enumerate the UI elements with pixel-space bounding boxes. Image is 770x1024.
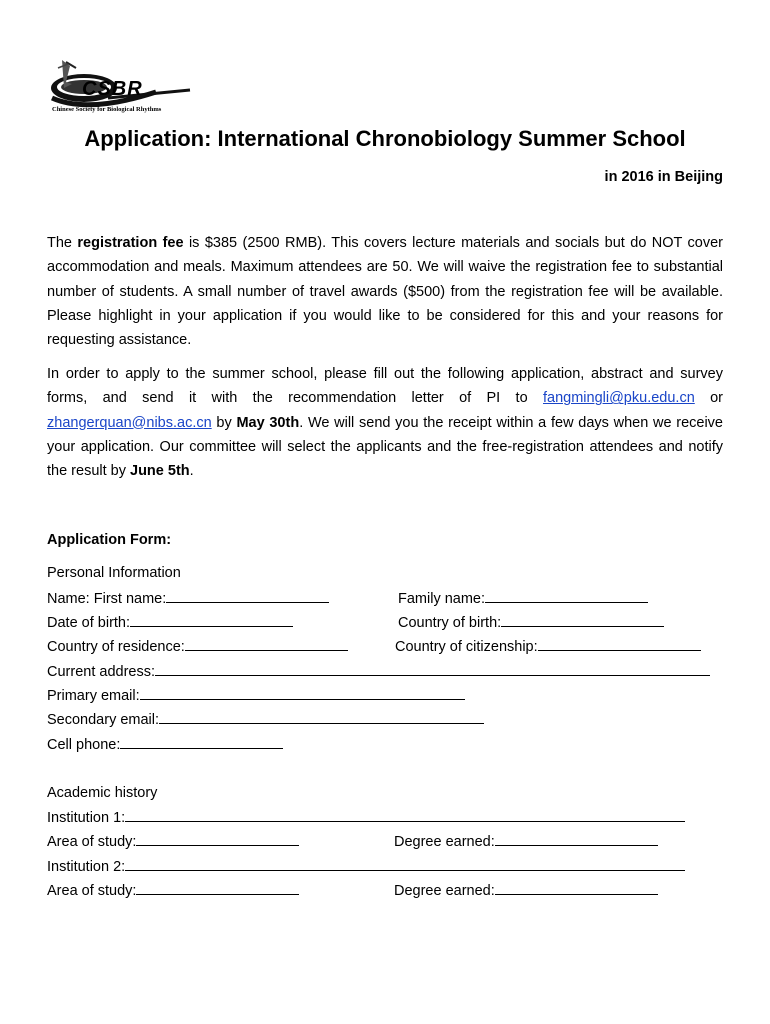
institution-2-field[interactable]: Institution 2:: [47, 856, 685, 877]
logo-subtitle: Chinese Society for Biological Rhythms: [52, 106, 162, 113]
form-heading: Application Form:: [47, 532, 172, 548]
first-name-field[interactable]: Name: First name:: [47, 588, 329, 609]
secondary-email-field[interactable]: Secondary email:: [47, 709, 484, 730]
email-link-zhangerquan[interactable]: zhangerquan@nibs.ac.cn: [47, 414, 212, 431]
deadline-date: May 30th: [236, 414, 300, 431]
cell-phone-field[interactable]: Cell phone:: [47, 734, 283, 755]
academic-history-heading: Academic history: [47, 785, 158, 801]
email-link-fangmingli[interactable]: fangmingli@pku.edu.cn: [543, 390, 695, 407]
country-of-birth-field[interactable]: Country of birth:: [398, 612, 664, 633]
registration-paragraph: The registration fee is $385 (2500 RMB). This covers lecture materials and socials but do NOT cover accommodation and meals. Maximum attendees are 50. We will waive the registration fee to substantial number of students. A small number of travel awards ($500) from the registration fee will be available. Please highlight in your application if you would like to be considered for this and your reasons for requesting assistance.: [47, 235, 724, 349]
primary-email-field[interactable]: Primary email:: [47, 685, 465, 706]
logo-name: CSBR: [82, 78, 143, 100]
degree-earned-2-field[interactable]: Degree earned:: [394, 880, 658, 901]
family-name-field[interactable]: Family name:: [398, 588, 648, 609]
institution-1-field[interactable]: Institution 1:: [47, 807, 685, 828]
current-address-field[interactable]: Current address:: [47, 661, 710, 682]
notify-date: June 5th: [130, 463, 190, 480]
page-title: Application: International Chronobiology Summer School: [84, 126, 686, 151]
country-of-citizenship-field[interactable]: Country of citizenship:: [395, 636, 701, 657]
personal-info-heading: Personal Information: [47, 565, 181, 581]
degree-earned-1-field[interactable]: Degree earned:: [394, 831, 658, 852]
page-subtitle: in 2016 in Beijing: [604, 169, 723, 185]
country-of-residence-field[interactable]: Country of residence:: [47, 636, 348, 657]
date-of-birth-field[interactable]: Date of birth:: [47, 612, 293, 633]
area-of-study-2-field[interactable]: Area of study:: [47, 880, 299, 901]
application-instructions-paragraph: In order to apply to the summer school, please fill out the following application, abstract and survey forms, and send it with the recommendation letter of PI to fangmingli@pku.edu.cn or zhangerquan@nibs.ac.cn by May 30th. We will send you the receipt within a few days when we receive your application. Our committee will select the applicants and the free-registration attendees and notify the result by June 5th.: [47, 366, 724, 480]
registration-fee-label: registration fee: [77, 235, 184, 251]
area-of-study-1-field[interactable]: Area of study:: [47, 831, 299, 852]
